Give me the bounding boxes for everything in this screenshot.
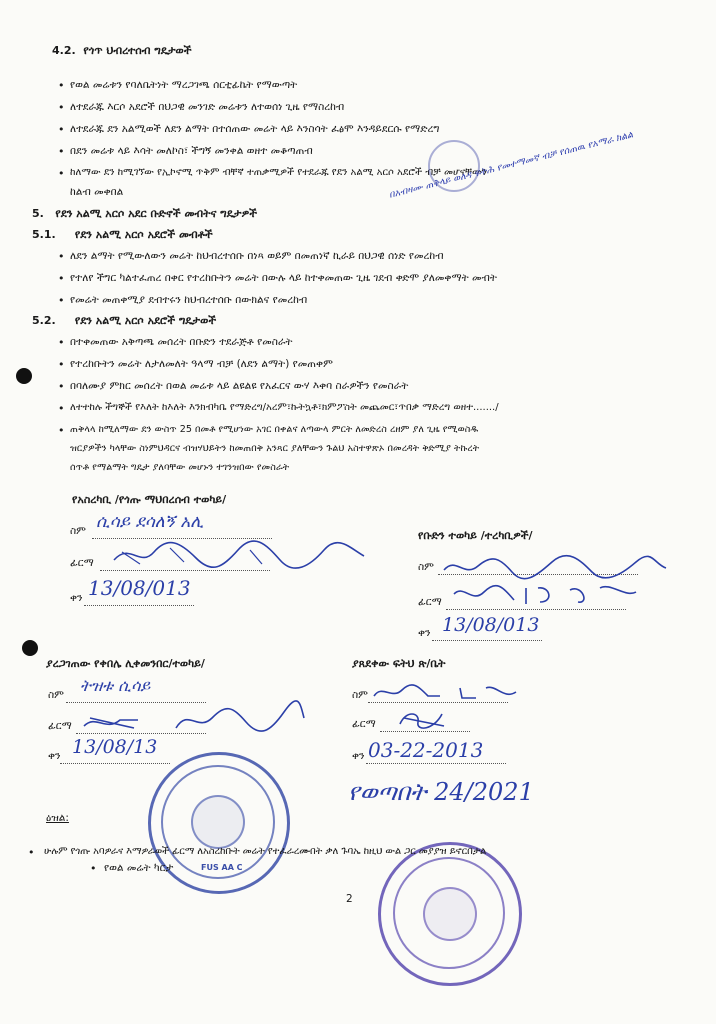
list-item: ጠቅላላ ከሚለማው ደን ውስጥ 25 በመቶ የሚሆነው አገር በቀልና ለጣውላ ምርት ለመድረስ ረዘም ያለ ጊዜ የሚወስዱ — [70, 424, 479, 435]
list-item: ለደን ልማት የሚውለውን መሬት ከህብረተሰቡ በነጻ ወይም በመጠነኛ ኪራይ በህጋዊ ሰነድ የመረከብ — [70, 250, 444, 262]
group-name-signature — [440, 552, 670, 582]
community-signature-title: የአስረካቢ /የጎጡ ማህበረሰብ ተወካይ/ — [72, 493, 227, 506]
court-name-signature — [370, 680, 530, 704]
list-item: ለተተከሉ ችግኞች የእለት ከእለት እንክብካቤ የማድረግ/አረም፣ኩትኳቶ፣ክምፖስት መጨመር፣ጥበቃ ማድረግ ወዘተ......./ — [70, 402, 499, 413]
list-item-continuation: ከልብ መቀበል — [70, 186, 124, 198]
community-name-label: ስም — [70, 525, 86, 537]
list-item-continuation: ዝርያዎችን ካላቸው ስነምህዳርና ብዝሃህይትን ከመጠበቅ አንጻር ያለቸውን ጉልህ አስተዋጽኦ በመረዳት ቅድሚያ ትኩረት — [70, 443, 480, 454]
group-signature-title: የቡድን ተወካይ /ተረካቢዎች/ — [418, 529, 533, 542]
bullet: • — [58, 336, 65, 349]
margin-note: በአብዛሙ ጠቅላይ ወለዳ ፍትሕ የመተማመኛ ብቻ የሰጠዉ የአማራ ክልል — [388, 129, 635, 201]
footnote-label: ዕዝል: — [46, 812, 69, 824]
court-date-value: 03-22-2013 — [368, 738, 484, 762]
official-stamp-court — [378, 842, 522, 986]
punch-hole-top — [16, 368, 32, 384]
community-name-value: ሲሳይ ደሳለኝ አሊ — [96, 512, 204, 532]
bullet: • — [90, 862, 97, 875]
list-item: በደን መሬቱ ላይ እሳት መለኮስ፣ ችግኝ መንቀል ወዘተ መቆጣጠብ — [70, 145, 313, 157]
group-signature — [450, 580, 640, 610]
footnote-item: የወል መሬት ካርታ — [104, 862, 174, 874]
list-item: በተቀመጠው አቅጣጫ መሰረት በቡድን ተደራጅቶ የመስራት — [70, 336, 293, 348]
bullet: • — [58, 250, 65, 263]
faint-stamp — [428, 140, 480, 192]
bullet: • — [58, 294, 65, 307]
court-sign-label: ፊርማ — [352, 718, 376, 730]
list-item-continuation: ሰጥቶ የማልማት ግዴታ ያለባቸው መሆኑን ተገንዝበው የመስራት — [70, 462, 290, 473]
list-item: የተለየ ችግር ካልተፈጠረ በቀር የተረከቡትን መሬት በውሉ ላይ ከተቀመጠው ጊዜ ገደብ ቀድሞ ያለመቀማት መብት — [70, 272, 497, 284]
list-item: የመሬት መጠቀሚያ ደብተሩን ከህብረተሰቡ በውክልና የመረከብ — [70, 294, 308, 306]
bullet: • — [58, 402, 65, 415]
court-extra-note: የወጣበት 24/2021 — [348, 778, 534, 806]
section-5-heading: 5. የደን አልሚ አርሶ አደር ቡድኖች መብትና ግዴታዎች — [32, 207, 258, 220]
kebele-name-label: ስም — [48, 689, 64, 701]
section-5-1-heading: 5.1. የደን አልሚ አርሶ አደሮች መብቶች — [32, 228, 213, 241]
court-date-label: ቀን — [352, 750, 365, 762]
list-item: ለተደራጁ ደን አልሚወች ለደን ልማት በተሰጠው መሬት ላይ እንስሳት ፈፅሞ እንዳይደርሱ የማድረግ — [70, 123, 440, 135]
bullet: • — [58, 424, 65, 437]
footnote-item: ሁሉም የጎጡ አባዎራና እማዎራወች ፊርማ ለአስረከቡት መሬት የተፈራረሙበት ቃለ ጉባኤ ከዚህ ውል ጋር መያያዝ ይኖርበታል — [44, 846, 487, 857]
list-item: ለተደራጁ እርሶ አደሮች በህጋዊ መንገድ መሬቱን ለተወሰነ ጊዜ የማስረከብ — [70, 101, 345, 113]
bullet: • — [58, 358, 65, 371]
kebele-sign-label: ፊርማ — [48, 720, 72, 732]
list-item: በባለሙያ ምክር መሰረት በወል መሬቱ ላይ ልዩልዩ የአፈርና ውሃ እቀባ ስራዎችን የመስራት — [70, 380, 409, 392]
bullet: • — [58, 272, 65, 285]
court-name-label: ስም — [352, 689, 368, 701]
bullet: • — [58, 101, 65, 114]
punch-hole-bottom — [22, 640, 38, 656]
official-stamp-kebele: FUS AA C — [148, 752, 290, 894]
list-item: የተረከቡትን መሬት ለታለመለት ዓላማ ብቻ (ለደን ልማት) የመጠቀም — [70, 358, 333, 370]
court-signature — [394, 704, 454, 734]
bullet: • — [28, 846, 35, 859]
group-date-label: ቀን — [418, 627, 431, 639]
kebele-name-value: ትዝቱ ሲሳይ — [80, 676, 151, 695]
court-signature-title: ያጸደቀው ፍትህ ጽ/ቤት — [352, 657, 446, 670]
group-name-label: ስም — [418, 561, 434, 573]
bullet: • — [58, 380, 65, 393]
bullet: • — [58, 79, 65, 92]
community-signature — [110, 538, 370, 572]
bullet: • — [58, 167, 65, 180]
section-5-2-heading: 5.2. የደን አልሚ አርሶ አደሮች ግዴታወች — [32, 314, 217, 327]
list-item: የወል መሬቱን የባለቤትነት ማረጋገጫ ሰርቲፊኬት የማውጣት — [70, 79, 298, 91]
group-date-value: 13/08/013 — [442, 614, 540, 636]
community-date-value: 13/08/013 — [88, 576, 191, 600]
list-item: ከለማው ደን ከሚገኘው የኢኮኖሚ ጥቅም ብቸኛ ተጠቃሚዎች የተደራጁ የደን አልሚ አርሶ አደሮች ብቻ መሆናቸውን — [70, 167, 487, 178]
kebele-date-value: 13/08/13 — [72, 736, 158, 758]
community-date-label: ቀን — [70, 592, 83, 604]
bullet: • — [58, 123, 65, 136]
bullet: • — [58, 145, 65, 158]
community-sign-label: ፊርማ — [70, 557, 94, 569]
group-sign-label: ፊርማ — [418, 596, 442, 608]
page-number: 2 — [346, 893, 353, 905]
kebele-signature-title: ያረጋገጠው የቀበሌ ሊቀመንበር/ተወካይ/ — [46, 657, 205, 670]
kebele-date-label: ቀን — [48, 750, 61, 762]
section-4-2-heading: 4.2. የጎጥ ህብረተሰብ ግዴታወች — [52, 44, 192, 57]
